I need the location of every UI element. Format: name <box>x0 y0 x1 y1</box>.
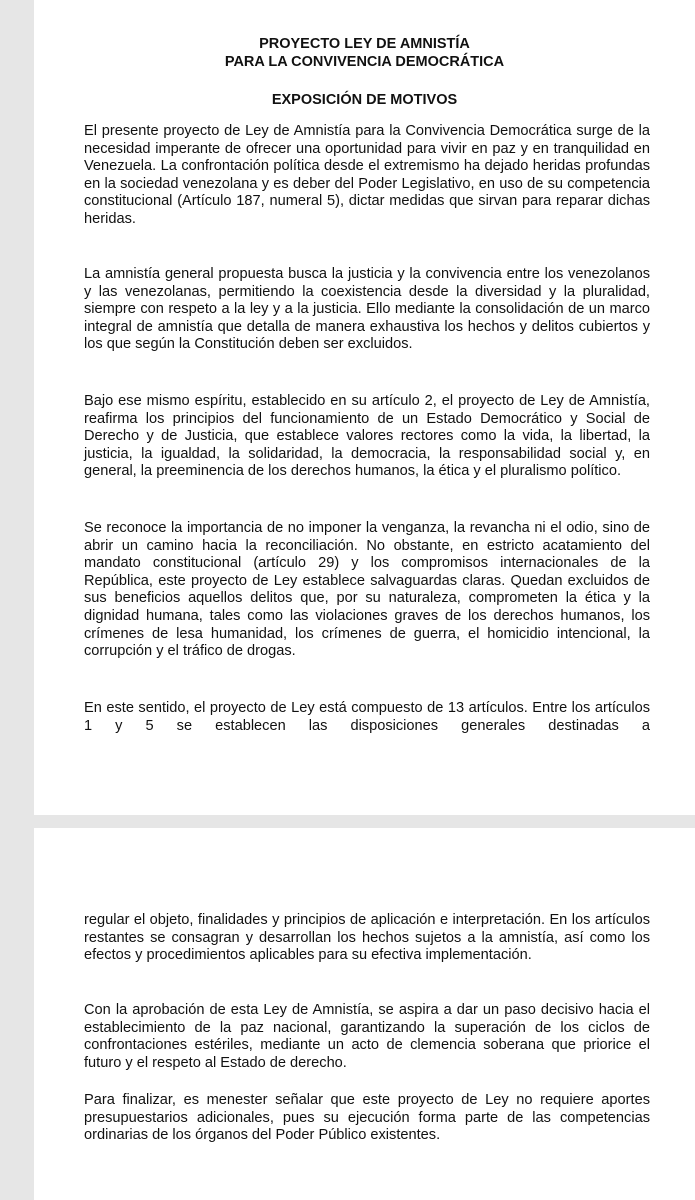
paragraph-8: Para finalizar, es menester señalar que este proyecto de Ley no requiere aportes presupuestarios adicionales, pues su ejecución forma parte de las competencias ordinarias de los órganos del Poder Público existentes. <box>84 1092 650 1144</box>
paragraph-6: regular el objeto, finalidades y principios de aplicación e interpretación. En los artículos restantes se consagran y desarrollan los hechos sujetos a la amnistía, así como los efectos y procedimientos aplicables para su efectiva implementación. <box>84 912 650 964</box>
document-page-1 <box>34 0 695 815</box>
document-title-line-1: PROYECTO LEY DE AMNISTÍA <box>259 36 470 52</box>
paragraph-4: Se reconoce la importancia de no imponer la venganza, la revancha ni el odio, sino de abrir un camino hacia la reconciliación. No obstante, en estricto acatamiento del mandato constitucional (artículo 29) y los compromisos internacionales de la República, este proyecto de Ley establece salvaguardas claras. Quedan excluidos de sus beneficios aquellos delitos que, por su naturaleza, comprometen la ética y la dignidad humana, tales como las violaciones graves de los derechos humanos, los crímenes de lesa humanidad, los crímenes de guerra, el homicidio intencional, la corrupción y el tráfico de drogas. <box>84 520 650 660</box>
section-heading: EXPOSICIÓN DE MOTIVOS <box>271 92 458 108</box>
document-title-line-2: PARA LA CONVIVENCIA DEMOCRÁTICA <box>224 54 505 70</box>
paragraph-7: Con la aprobación de esta Ley de Amnistía, se aspira a dar un paso decisivo hacia el establecimiento de la paz nacional, garantizando la superación de los ciclos de confrontaciones estériles, mediante un acto de clemencia soberana que priorice el futuro y el respeto al Estado de derecho. <box>84 1002 650 1071</box>
paragraph-2: La amnistía general propuesta busca la justicia y la convivencia entre los venezolanos y las venezolanas, permitiendo la coexistencia desde la diversidad y la pluralidad, siempre con respeto a la ley y a la justicia. Ello mediante la consolidación de un marco integral de amnistía que detalla de manera exhaustiva los hechos y delitos cubiertos y los que según la Constitución deben ser excluidos. <box>84 266 650 353</box>
paragraph-5: En este sentido, el proyecto de Ley está compuesto de 13 artículos. Entre los artículos 1 y 5 se establecen las disposiciones generales destinadas a <box>84 700 650 734</box>
paragraph-1: El presente proyecto de Ley de Amnistía para la Convivencia Democrática surge de la necesidad imperante de ofrecer una oportunidad para vivir en paz y en tranquilidad en Venezuela. La confrontación política desde el extremismo ha dejado heridas profundas en la sociedad venezolana y es deber del Poder Legislativo, en uso de su competencia constitucional (Artículo 187, numeral 5), dictar medidas que sirvan para reparar dichas heridas. <box>84 123 650 227</box>
document-page-2 <box>34 828 695 1200</box>
paragraph-3: Bajo ese mismo espíritu, establecido en su artículo 2, el proyecto de Ley de Amnistía, reafirma los principios del funcionamiento de un Estado Democrático y Social de Derecho y de Justicia, que establece valores rectores como la vida, la libertad, la justicia, la igualdad, la solidaridad, la democracia, la responsabilidad social y, en general, la preeminencia de los derechos humanos, la ética y el pluralismo político. <box>84 393 650 480</box>
